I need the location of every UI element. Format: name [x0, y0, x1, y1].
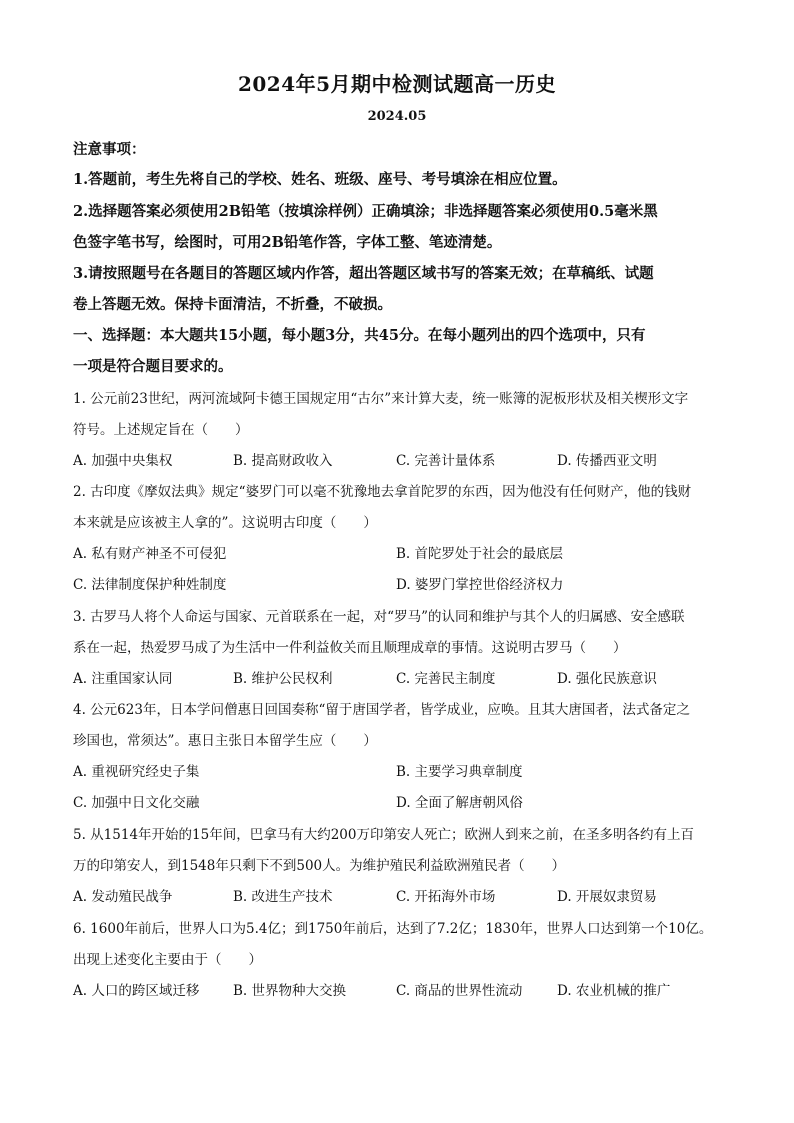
- question-3-option-c[interactable]: C. 完善民主制度: [396, 671, 496, 687]
- question-3-option-a[interactable]: A. 注重国家认同: [73, 671, 173, 687]
- question-5-option-d[interactable]: D. 开展奴隶贸易: [557, 889, 657, 905]
- notes-heading: 注意事项：: [73, 141, 146, 158]
- note-item-2-line-2: 色签字笔书写，绘图时，可用2B铅笔作答，字体工整、笔迹清楚。: [73, 234, 502, 251]
- note-item-3-line-2: 卷上答题无效。保持卡面清洁，不折叠，不破损。: [73, 296, 392, 313]
- question-4-stem-line-2: 珍国也，常须达”。惠日主张日本留学生应（ ）: [73, 733, 377, 749]
- question-1-option-c[interactable]: C. 完善计量体系: [396, 453, 496, 469]
- question-5-option-a[interactable]: A. 发动殖民战争: [73, 889, 173, 905]
- question-4-option-d[interactable]: D. 全面了解唐朝风俗: [396, 795, 523, 811]
- page-title: 2024年5月期中检测试题高一历史: [237, 72, 557, 96]
- question-2-stem-line-1: 2. 古印度《摩奴法典》规定“婆罗门可以毫不犹豫地去拿首陀罗的东西，因为他没有任何财产，他的钱财: [73, 484, 692, 500]
- note-item-2-line-1: 2.选择题答案必须使用2B铅笔（按填涂样例）正确填涂；非选择题答案必须使用0.5毫米黑: [73, 203, 658, 220]
- question-2-option-b[interactable]: B. 首陀罗处于社会的最底层: [396, 546, 564, 562]
- question-2-option-c[interactable]: C. 法律制度保护种姓制度: [73, 577, 227, 593]
- question-6-stem-line-2: 出现上述变化主要由于（ ）: [73, 952, 262, 968]
- question-6-option-b[interactable]: B. 世界物种大交换: [233, 983, 347, 999]
- question-6-option-d[interactable]: D. 农业机械的推广: [557, 983, 671, 999]
- question-5-stem-line-1: 5. 从1514年开始的15年间，巴拿马有大约200万印第安人死亡；欧洲人到来之前，在圣多明各约有上百: [73, 827, 694, 843]
- question-3-option-d[interactable]: D. 强化民族意识: [557, 671, 657, 687]
- question-4-stem-line-1: 4. 公元623年，日本学问僧惠日回国奏称“留于唐国学者，皆学成业，应唤。且其大唐国者，法式备定之: [73, 702, 690, 718]
- question-4-option-a[interactable]: A. 重视研究经史子集: [73, 764, 200, 780]
- question-6-option-c[interactable]: C. 商品的世界性流动: [396, 983, 523, 999]
- note-item-1: 1.答题前，考生先将自己的学校、姓名、班级、座号、考号填涂在相应位置。: [73, 171, 567, 188]
- section-heading-line-1: 一、选择题：本大题共15小题，每小题3分，共45分。在每小题列出的四个选项中，只有: [73, 327, 646, 344]
- question-1-stem-line-2: 符号。上述规定旨在（ ）: [73, 422, 249, 438]
- question-1-option-a[interactable]: A. 加强中央集权: [73, 453, 173, 469]
- note-item-3-line-1: 3.请按照题号在各题目的答题区域内作答，超出答题区域书写的答案无效；在草稿纸、试题: [73, 265, 654, 282]
- question-2-option-a[interactable]: A. 私有财产神圣不可侵犯: [73, 546, 227, 562]
- question-5-stem-line-2: 万的印第安人，到1548年只剩下不到500人。为维护殖民利益欧洲殖民者（ ）: [73, 858, 566, 874]
- question-6-option-a[interactable]: A. 人口的跨区域迁移: [73, 983, 200, 999]
- question-1-stem-line-1: 1. 公元前23世纪，两河流域阿卡德王国规定用“古尔”来计算大麦，统一账簿的泥板形状及相关楔形文字: [73, 391, 689, 407]
- question-5-option-c[interactable]: C. 开拓海外市场: [396, 889, 496, 905]
- question-6-stem-line-1: 6. 1600年前后，世界人口为5.4亿；到1750年前后，达到了7.2亿；1830年，世界人口达到第一个10亿。: [73, 921, 713, 937]
- question-1-option-b[interactable]: B. 提高财政收入: [233, 453, 333, 469]
- question-3-stem-line-1: 3. 古罗马人将个人命运与国家、元首联系在一起，对“罗马”的认同和维护与其个人的归属感、安全感联: [73, 609, 685, 625]
- question-4-option-c[interactable]: C. 加强中日文化交融: [73, 795, 200, 811]
- question-1-option-d[interactable]: D. 传播西亚文明: [557, 453, 657, 469]
- question-2-stem-line-2: 本来就是应该被主人拿的”。这说明古印度（ ）: [73, 515, 377, 531]
- question-5-option-b[interactable]: B. 改进生产技术: [233, 889, 333, 905]
- question-2-option-d[interactable]: D. 婆罗门掌控世俗经济权力: [396, 577, 564, 593]
- question-3-option-b[interactable]: B. 维护公民权利: [233, 671, 333, 687]
- question-3-stem-line-2: 系在一起，热爱罗马成了为生活中一件利益攸关而且顺理成章的事情。这说明古罗马（ ）: [73, 640, 627, 656]
- exam-date: 2024.05: [367, 109, 427, 124]
- section-heading-line-2: 一项是符合题目要求的。: [73, 358, 233, 375]
- question-4-option-b[interactable]: B. 主要学习典章制度: [396, 764, 523, 780]
